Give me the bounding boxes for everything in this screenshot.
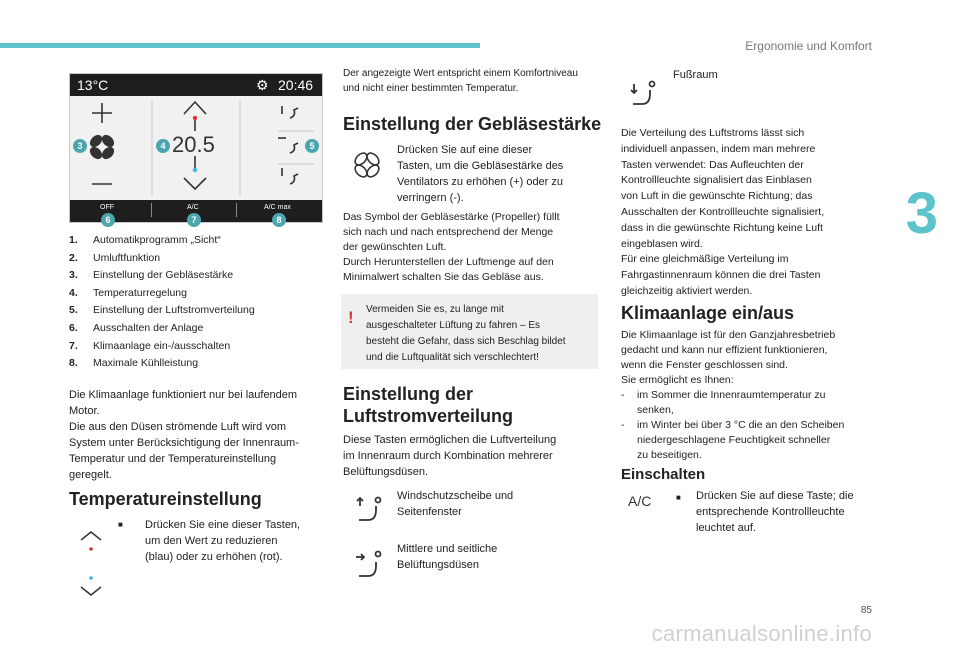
divider — [236, 203, 237, 217]
legend-list — [69, 232, 339, 373]
panel-status-bar — [70, 74, 322, 96]
page-number: 85 — [860, 605, 872, 616]
comfort-note: Der angezeigte Wert entspricht einem Komfortniveau und nicht einer bestimmten Temperatur. — [343, 68, 578, 94]
ac-max-label: A/C max — [264, 204, 291, 211]
list-item: 3. Einstellung der Gebläsestärke — [69, 269, 234, 282]
distribution-description: Diese Tasten ermöglichen die Luftverteilung im Innenraum durch Kombination mehrerer Belüftungsdüsen. — [343, 434, 557, 478]
callout-8: 8 — [272, 213, 286, 227]
off-label: OFF — [100, 204, 114, 211]
ac-label: A/C — [187, 204, 199, 211]
clock: 20:46 — [278, 77, 314, 93]
climate-panel-image — [69, 73, 323, 223]
list-item: 5. Einstellung der Luftstromverteilung — [69, 304, 255, 317]
ac-button-label: A/C — [628, 493, 652, 509]
callout-6: 6 — [101, 213, 115, 227]
list-item: 6. Ausschalten der Anlage — [69, 321, 204, 334]
footwell-label: Fußraum — [673, 69, 718, 81]
warning-icon: ! — [348, 308, 354, 327]
list-item: - im Winter bei über 3 °C die an den Scheiben — [621, 419, 845, 431]
warning-box — [341, 294, 598, 369]
fan-description: Das Symbol der Gebläsestärke (Propeller) füllt sich nach und nach entsprechend der Menge der gewünschten Luft. Durch Herunterstellen der Luftmenge auf den Minimalwert schalten Sie das Gebläse aus. — [343, 211, 560, 283]
header-accent-bar — [0, 43, 480, 48]
list-item: 1. Automatikprogramm „Sicht“ — [69, 234, 221, 246]
switch-on-instruction: Drücken Sie auf diese Taste; die entsprechende Kontrollleuchte leuchtet auf. — [696, 490, 854, 534]
temperature-buttons-icon — [78, 530, 104, 600]
footwell-air-icon — [628, 80, 658, 108]
watermark: carmanualsonline.info — [651, 621, 872, 646]
chapter-title: Ergonomie und Komfort — [745, 39, 872, 53]
bullet-icon: ■ — [118, 520, 123, 529]
windshield-air-icon — [354, 496, 384, 524]
chapter-number: 3 — [905, 181, 938, 246]
section-title-fan: Einstellung der Gebläsestärke — [343, 114, 602, 134]
bullet-icon: ■ — [676, 493, 681, 502]
ac-description: Die Klimaanlage ist für den Ganzjahresbetrieb gedacht und kann nur effizient funktionieren, wenn die Fenster geschlossen sind. Sie ermöglicht es Ihnen: — [621, 329, 836, 386]
callout-4: 4 — [156, 139, 170, 153]
divider — [151, 203, 152, 217]
section-title-switch-on: Einschalten — [621, 466, 706, 483]
intro-paragraph: Die Klimaanlage funktioniert nur bei laufendem Motor. Die aus den Düsen strömende Luft wird vom System unter Berücksichtigung der Innenraum- Temperatur und der Temperatureinstellung geregelt. — [69, 389, 299, 481]
section-title-distribution: Einstellung der Luftstromverteilung — [343, 384, 514, 426]
temperature-instruction: Drücken Sie eine dieser Tasten, um den Wert zu reduzieren (blau) oder zu erhöhen (rot). — [145, 519, 301, 563]
list-item: 4. Temperaturregelung — [69, 286, 187, 299]
distribution-detail: Die Verteilung des Luftstroms lässt sich individuell anpassen, indem man mehrere Tasten verwendet: Das Aufleuchten der Kontrollleuchte signalisiert das Einblasen von Luft in die gewünschte Richtung; das Ausschalten der Kontrollleuchte signalisiert, dass in die gewünschte Richtung keine Luft eingeblasen wird. Für eine gleichmäßige Verteilung im Fahrgastinnenraum können die drei Tasten gleichzeitig aktiviert werden. — [621, 127, 825, 297]
middle-vent-icon — [354, 550, 384, 580]
callout-3: 3 — [73, 139, 87, 153]
set-temperature: 20.5 — [172, 132, 215, 157]
settings-icon: ⚙ — [256, 77, 269, 93]
section-title-ac: Klimaanlage ein/aus — [621, 303, 795, 323]
callout-5: 5 — [305, 139, 319, 153]
list-item: 7. Klimaanlage ein-/ausschalten — [69, 339, 231, 352]
callout-7: 7 — [187, 213, 201, 227]
list-item: 8. Maximale Kühlleistung — [69, 357, 199, 370]
middle-vent-label: Mittlere und seitliche Belüftungsdüsen — [397, 543, 498, 571]
outside-temperature: 13°C — [77, 77, 109, 93]
list-item: - im Sommer die Innenraumtemperatur zu — [621, 389, 826, 401]
fan-instruction: Drücken Sie auf eine dieser Tasten, um die Gebläsestärke des Ventilators zu erhöhen (+) oder zu verringern (-). — [397, 144, 564, 204]
fan-icon — [352, 150, 382, 180]
list-item: 2. Umluftfunktion — [69, 251, 161, 264]
ac-benefits-list: - im Sommer die Innenraumtemperatur zu senken, - im Winter bei über 3 °C die an den Scheiben niedergeschlagene Feuchtigkeit schneller zu beseitigen. — [621, 388, 886, 463]
windshield-label: Windschutzscheibe und Seitenfenster — [397, 490, 514, 518]
section-title-temperature: Temperatureinstellung — [69, 489, 262, 509]
warning-text: Vermeiden Sie es, zu lange mit ausgeschalteter Lüftung zu fahren – Es besteht die Gefahr, dass sich Beschlag bildet und die Luftqualität sich verschlechtert! — [366, 304, 566, 363]
